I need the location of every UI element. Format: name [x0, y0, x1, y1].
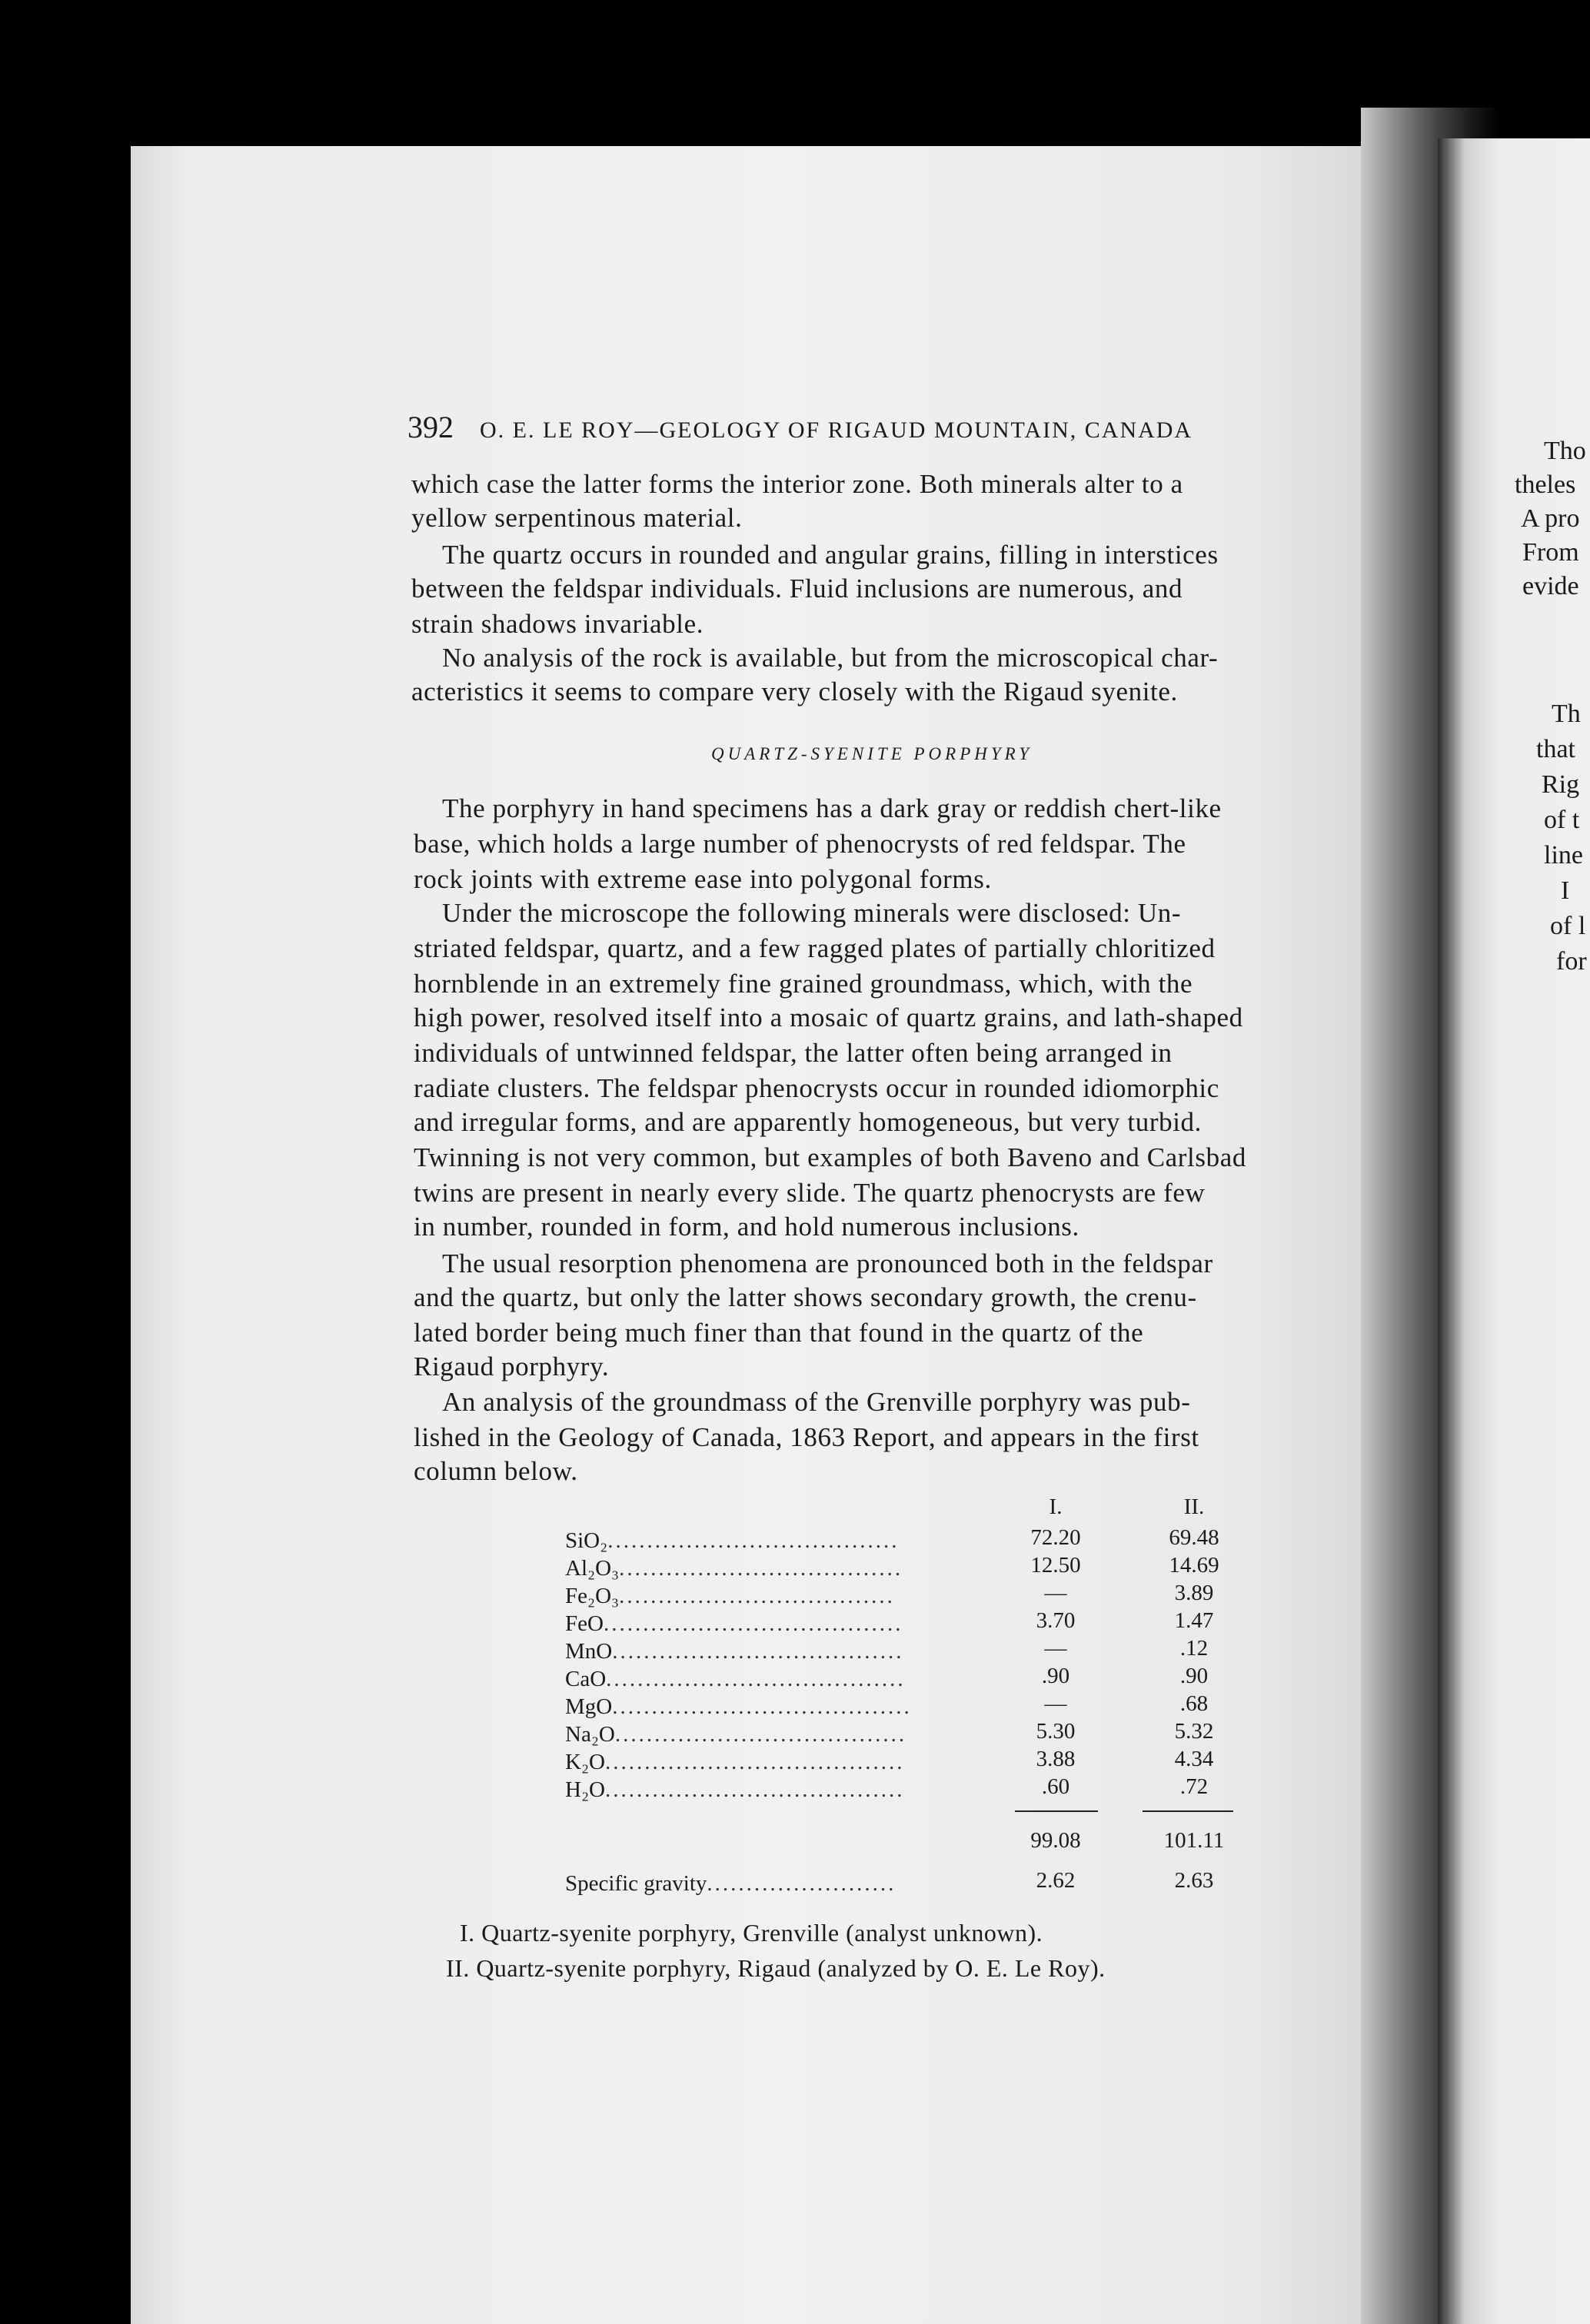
text-line: The porphyry in hand specimens has a dark gray or reddish chert-like — [442, 793, 1222, 823]
text-line: lished in the Geology of Canada, 1863 Report, and appears in the first — [414, 1422, 1199, 1452]
facing-page-fragment: line — [1544, 841, 1583, 869]
cell-ii: .68 — [1179, 1691, 1209, 1716]
text-line: base, which holds a large number of phenocrysts of red feldspar. The — [414, 829, 1186, 859]
text-line: and irregular forms, and are apparently homogeneous, but very turbid. — [414, 1107, 1202, 1137]
text-line: in number, rounded in form, and hold numerous inclusions. — [414, 1212, 1079, 1242]
cell-ii: 3.89 — [1174, 1581, 1214, 1605]
cell-ii: 14.69 — [1169, 1553, 1219, 1578]
facing-page-fragment: theles — [1515, 470, 1576, 499]
facing-page-fragment: From — [1522, 538, 1579, 567]
text-line: lated border being much finer than that found in the quartz of the — [414, 1318, 1144, 1348]
total-ii: 101.11 — [1163, 1828, 1225, 1853]
row-label: Fe₂O₃................................... — [565, 1584, 895, 1608]
total-i: 99.08 — [1030, 1828, 1081, 1853]
section-title: QUARTZ-SYENITE PORPHYRY — [711, 744, 1033, 763]
text-line: rock joints with extreme ease into polygonal forms. — [414, 864, 992, 894]
col-header-i: I. — [1049, 1494, 1063, 1519]
facing-page — [1438, 138, 1590, 2324]
specific-gravity-i: 2.62 — [1036, 1868, 1076, 1893]
cell-ii: .72 — [1179, 1774, 1209, 1799]
row-label: H₂O...................................... — [565, 1777, 905, 1802]
facing-page-fragment: of t — [1544, 806, 1580, 834]
total-rule-ii — [1143, 1810, 1233, 1812]
facing-page-fragment: A pro — [1521, 504, 1580, 533]
total-rule-i — [1015, 1810, 1098, 1812]
cell-i: .90 — [1041, 1664, 1070, 1688]
cell-i: — — [1044, 1581, 1067, 1605]
facing-page-fragment: of l — [1550, 912, 1586, 940]
text-line: high power, resolved itself into a mosaic of quartz grains, and lath-shaped — [414, 1002, 1243, 1032]
row-label: MnO..................................... — [565, 1639, 904, 1664]
cell-ii: .12 — [1179, 1636, 1209, 1661]
text-line: individuals of untwinned feldspar, the latter often being arranged in — [414, 1038, 1173, 1068]
row-label: MgO...................................... — [565, 1694, 912, 1719]
text-line: radiate clusters. The feldspar phenocrysts occur in rounded idiomorphic — [414, 1073, 1219, 1103]
row-label: Na₂O..................................... — [565, 1722, 907, 1747]
footnote: II. Quartz-syenite porphyry, Rigaud (analyzed by O. E. Le Roy). — [446, 1954, 1106, 1982]
cell-ii: 69.48 — [1169, 1525, 1219, 1550]
cell-i: 12.50 — [1030, 1553, 1081, 1578]
facing-page-fragment: I — [1561, 876, 1570, 905]
cell-ii: 5.32 — [1174, 1719, 1214, 1744]
text-line: The usual resorption phenomena are pronounced both in the feldspar — [442, 1248, 1213, 1278]
row-label: K₂O...................................... — [565, 1750, 905, 1774]
text-line: which case the latter forms the interior zone. Both minerals alter to a — [411, 469, 1183, 499]
running-head — [407, 409, 1192, 445]
cell-ii: 1.47 — [1174, 1608, 1214, 1633]
facing-page-fragment: Rig — [1542, 770, 1580, 799]
cell-i: .60 — [1041, 1774, 1070, 1799]
cell-i: 5.30 — [1036, 1719, 1076, 1744]
text-line: column below. — [414, 1456, 578, 1486]
facing-page-fragment: that — [1536, 735, 1575, 763]
col-header-ii: II. — [1183, 1494, 1205, 1519]
cell-i: — — [1044, 1691, 1067, 1716]
row-label: CaO...................................... — [565, 1667, 906, 1691]
facing-page-fragment: Tho — [1544, 437, 1586, 465]
text-line: An analysis of the groundmass of the Grenville porphyry was pub- — [442, 1387, 1191, 1417]
text-line: twins are present in nearly every slide. The quartz phenocrysts are few — [414, 1178, 1206, 1208]
facing-page-fragment: evide — [1522, 572, 1579, 600]
text-line: yellow serpentinous material. — [411, 503, 743, 533]
cell-i: — — [1044, 1636, 1067, 1661]
text-line: Rigaud porphyry. — [414, 1352, 610, 1381]
cell-i: 3.70 — [1036, 1608, 1076, 1633]
row-label: FeO...................................... — [565, 1611, 903, 1636]
cell-ii: 4.34 — [1174, 1747, 1214, 1771]
text-line: hornblende in an extremely fine grained groundmass, which, with the — [414, 969, 1193, 999]
text-line: acteristics it seems to compare very closely with the Rigaud syenite. — [411, 677, 1178, 707]
text-line: Twinning is not very common, but examples of both Baveno and Carlsbad — [414, 1142, 1246, 1172]
text-line: No analysis of the rock is available, but from the microscopical char- — [442, 643, 1219, 673]
cell-ii: .90 — [1179, 1664, 1209, 1688]
row-label: Al₂O₃.................................... — [565, 1556, 903, 1581]
cell-i: 3.88 — [1036, 1747, 1076, 1771]
text-line: strain shadows invariable. — [411, 609, 704, 639]
facing-page-fragment: for — [1556, 947, 1587, 976]
specific-gravity-label: Specific gravity........................ — [565, 1871, 896, 1896]
text-line: and the quartz, but only the latter shows secondary growth, the crenu- — [414, 1282, 1197, 1312]
text-line: Under the microscope the following minerals were disclosed: Un- — [442, 898, 1182, 928]
facing-page-fragment: Th — [1552, 700, 1581, 728]
specific-gravity-ii: 2.63 — [1174, 1868, 1214, 1893]
row-label: SiO₂..................................... — [565, 1528, 900, 1553]
text-line: The quartz occurs in rounded and angular grains, filling in interstices — [442, 540, 1219, 570]
text-line: striated feldspar, quartz, and a few ragged plates of partially chloritized — [414, 933, 1216, 963]
text-line: between the feldspar individuals. Fluid inclusions are numerous, and — [411, 574, 1183, 603]
page-number: 392 — [407, 410, 454, 444]
footnote: I. Quartz-syenite porphyry, Grenville (analyst unknown). — [460, 1919, 1043, 1947]
cell-i: 72.20 — [1030, 1525, 1081, 1550]
running-title: O. E. LE ROY—GEOLOGY OF RIGAUD MOUNTAIN, CANADA — [480, 417, 1193, 443]
